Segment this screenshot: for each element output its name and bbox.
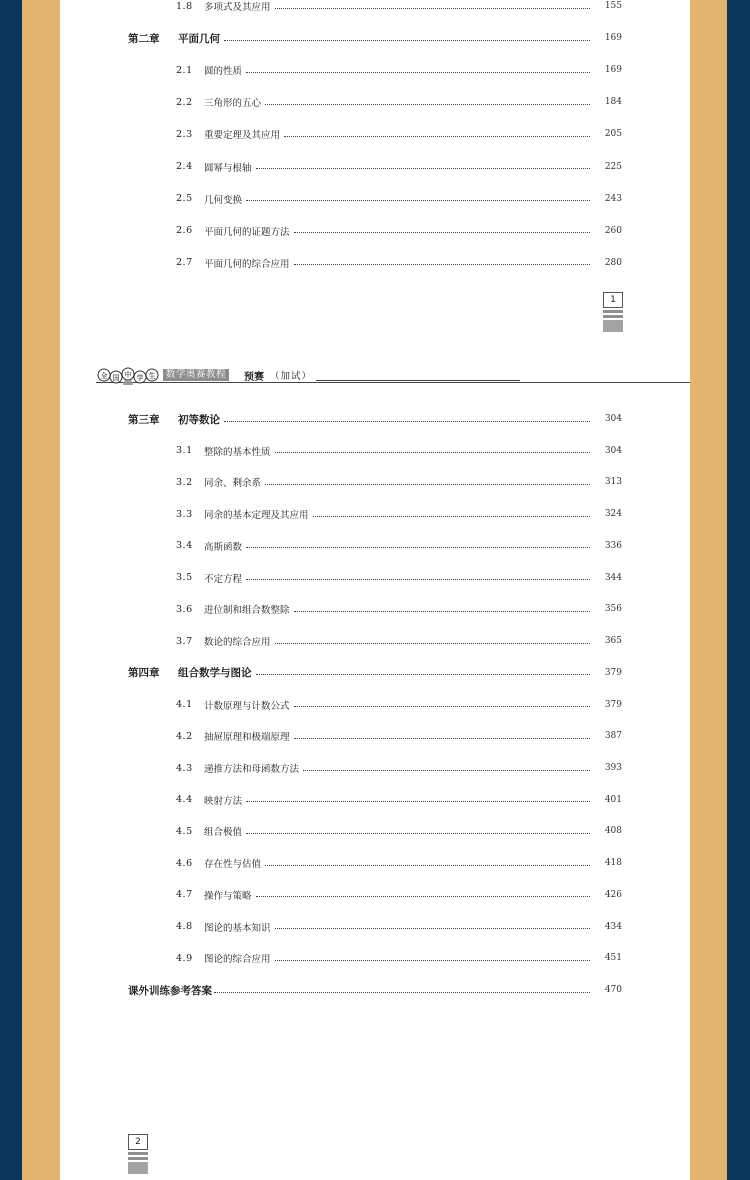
- toc-section-row: [176, 887, 622, 903]
- section-title: 重要定理及其应用: [204, 130, 281, 142]
- page-ref: 379: [604, 667, 622, 678]
- section-title: 组合极值: [204, 827, 243, 839]
- page-sheet: [60, 0, 690, 1180]
- page-ref: 155: [604, 1, 622, 11]
- tab-stripe: [128, 1157, 148, 1160]
- page-ref: 280: [604, 257, 622, 268]
- dot-leader: [275, 643, 590, 644]
- toc-section-row: [176, 126, 622, 142]
- section-title: 操作与策略: [204, 890, 252, 902]
- page-ref: 379: [604, 699, 622, 710]
- dot-leader: [256, 674, 591, 675]
- tab-stripe: [603, 310, 623, 313]
- section-title: 图论的基本知识: [204, 922, 271, 934]
- chapter-label: 课外训练参考答案: [128, 984, 212, 997]
- toc-section-row: [176, 919, 622, 935]
- section-number: 4.9: [176, 952, 193, 964]
- tab-stripe: [128, 1152, 148, 1155]
- section-number: 3.3: [176, 508, 193, 520]
- page-ref: 434: [604, 921, 622, 932]
- header-title: 预赛: [244, 372, 264, 383]
- page-ref: 344: [604, 572, 622, 583]
- section-number: 4.7: [176, 889, 193, 901]
- page-ref: 365: [604, 636, 622, 647]
- dot-leader: [256, 896, 590, 897]
- page-ref: 169: [604, 65, 622, 76]
- chapter-label: 第二章: [128, 32, 160, 45]
- toc-section-row: [176, 760, 622, 776]
- dot-leader: [246, 801, 590, 802]
- section-number: 3.5: [176, 572, 193, 584]
- dot-leader: [246, 547, 590, 548]
- page-number-tab: [603, 292, 623, 332]
- page-ref: 313: [604, 477, 622, 488]
- section-title: 三角形的五心: [204, 98, 262, 110]
- page-ref: 304: [604, 445, 622, 456]
- toc-section-row: [176, 0, 622, 14]
- page-ref: 393: [604, 763, 622, 774]
- toc-section-row: [176, 792, 622, 808]
- section-title: 抽屉原理和极端原理: [204, 732, 290, 744]
- section-title: 不定方程: [204, 573, 243, 585]
- page-ref: 470: [604, 985, 622, 996]
- header-underline: [316, 380, 520, 381]
- tab-stripe: [603, 320, 623, 332]
- dot-leader: [246, 833, 590, 834]
- page-ref: 451: [604, 953, 622, 964]
- section-title: 存在性与估值: [204, 859, 262, 871]
- section-number: 2.1: [176, 64, 193, 76]
- tab-stripe: [128, 1162, 148, 1174]
- dot-leader: [313, 516, 590, 517]
- svg-text:生: 生: [148, 372, 156, 380]
- toc-section-row: [176, 570, 622, 586]
- section-title: 进位制和组合数整除: [204, 605, 290, 617]
- section-number: 2.2: [176, 96, 193, 108]
- chapter-title: 组合数学与图论: [178, 667, 252, 680]
- svg-text:全: 全: [100, 372, 108, 380]
- section-title: 计数原理与计数公式: [204, 700, 290, 712]
- dot-leader: [275, 8, 590, 9]
- page-ref: 304: [604, 414, 622, 424]
- section-title: 同余、剩余系: [204, 478, 262, 490]
- toc-section-row: [176, 191, 622, 207]
- section-number: 3.6: [176, 603, 193, 615]
- page-ref: 205: [604, 129, 622, 140]
- toc-section-row: [176, 823, 622, 839]
- page-ref: 426: [604, 889, 622, 900]
- running-header: [96, 366, 690, 386]
- section-number: 4.5: [176, 825, 193, 837]
- toc-section-row: [176, 443, 622, 459]
- section-title: 圆幂与根轴: [204, 162, 252, 174]
- competition-logo: [96, 366, 160, 386]
- page-number: 2: [128, 1134, 148, 1150]
- dot-leader: [246, 200, 590, 201]
- toc-section-row: [176, 601, 622, 617]
- page-ref: 387: [604, 731, 622, 742]
- section-number: 3.1: [176, 445, 193, 457]
- toc-section-row: [176, 855, 622, 871]
- toc-section-row: [176, 633, 622, 649]
- toc-section-row: [176, 474, 622, 490]
- chapter-title: 平面几何: [178, 32, 220, 45]
- dot-leader: [265, 484, 590, 485]
- dot-leader: [246, 579, 590, 580]
- right-border-band: [690, 0, 727, 1180]
- page-ref: 324: [604, 509, 622, 520]
- section-number: 4.6: [176, 857, 193, 869]
- left-border-band: [22, 0, 60, 1180]
- section-title: 多项式及其应用: [204, 2, 271, 13]
- dot-leader: [294, 232, 590, 233]
- toc-section-row: [176, 255, 622, 271]
- page-ref: 418: [604, 858, 622, 869]
- toc-section-row: [176, 950, 622, 966]
- dot-leader: [294, 738, 590, 739]
- section-number: 4.2: [176, 730, 193, 742]
- chapter-label: 第四章: [128, 667, 160, 680]
- svg-text:中: 中: [124, 371, 132, 379]
- page-ref: 408: [604, 826, 622, 837]
- section-title: 数论的综合应用: [204, 637, 271, 649]
- dot-leader: [294, 611, 590, 612]
- section-title: 平面几何的综合应用: [204, 258, 290, 270]
- toc-section-row: [176, 728, 622, 744]
- section-title: 平面几何的证题方法: [204, 226, 290, 238]
- dot-leader: [265, 104, 590, 105]
- tab-stripe: [603, 315, 623, 318]
- toc-section-row: [176, 538, 622, 554]
- series-banner: 数学奥赛教程: [163, 369, 229, 381]
- section-number: 3.4: [176, 540, 193, 552]
- dot-leader: [294, 706, 590, 707]
- dot-leader: [265, 865, 590, 866]
- section-title: 几何变换: [204, 194, 243, 206]
- section-title: 整除的基本性质: [204, 446, 271, 458]
- section-number: 4.4: [176, 794, 193, 806]
- dot-leader: [224, 40, 590, 41]
- dot-leader: [294, 264, 590, 265]
- toc-chapter-row: [128, 982, 622, 998]
- page-ref: 401: [604, 794, 622, 805]
- section-title: 同余的基本定理及其应用: [204, 510, 309, 522]
- page-ref: 336: [604, 540, 622, 551]
- toc-section-row: [176, 62, 622, 78]
- toc-chapter-row: [128, 411, 622, 427]
- section-number: 2.7: [176, 257, 193, 269]
- toc-chapter-row: [128, 665, 622, 681]
- page-number-tab: [128, 1134, 148, 1174]
- section-number: 2.6: [176, 225, 193, 237]
- dot-leader: [303, 770, 590, 771]
- section-number: 2.5: [176, 193, 193, 205]
- section-number: 3.2: [176, 476, 193, 488]
- toc-section-row: [176, 94, 622, 110]
- toc-chapter-row: [128, 30, 622, 46]
- dot-leader: [224, 421, 590, 422]
- svg-text:学: 学: [136, 374, 144, 382]
- toc-section-row: [176, 223, 622, 239]
- toc-section-row: [176, 159, 622, 175]
- section-number: 4.8: [176, 921, 193, 933]
- page-ref: 184: [604, 97, 622, 108]
- section-number: 4.3: [176, 762, 193, 774]
- section-number: 4.1: [176, 699, 193, 711]
- section-number: 2.3: [176, 128, 193, 140]
- dot-leader: [246, 72, 590, 73]
- section-number: 1.8: [176, 0, 193, 12]
- section-title: 递推方法和母函数方法: [204, 764, 300, 776]
- page-ref: 169: [604, 33, 622, 44]
- dot-leader: [214, 992, 590, 993]
- page-ref: 243: [604, 193, 622, 204]
- chapter-label: 第三章: [128, 413, 160, 426]
- header-subtitle: （加试）: [270, 371, 313, 382]
- page-ref: 225: [604, 161, 622, 172]
- section-title: 映射方法: [204, 795, 243, 807]
- toc-section-row: [176, 506, 622, 522]
- dot-leader: [275, 928, 590, 929]
- page-number: 1: [603, 292, 623, 308]
- svg-text:国: 国: [112, 374, 120, 382]
- section-title: 图论的综合应用: [204, 954, 271, 966]
- dot-leader: [284, 136, 590, 137]
- dot-leader: [275, 452, 590, 453]
- page-ref: 356: [604, 604, 622, 615]
- page-ref: 260: [604, 225, 622, 236]
- section-number: 2.4: [176, 161, 193, 172]
- dot-leader: [275, 960, 590, 961]
- chapter-title: 初等数论: [178, 413, 220, 426]
- section-title: 圆的性质: [204, 66, 243, 78]
- header-rule: [96, 382, 690, 383]
- section-number: 3.7: [176, 635, 193, 647]
- dot-leader: [256, 168, 590, 169]
- section-title: 高斯函数: [204, 541, 243, 553]
- toc-section-row: [176, 697, 622, 713]
